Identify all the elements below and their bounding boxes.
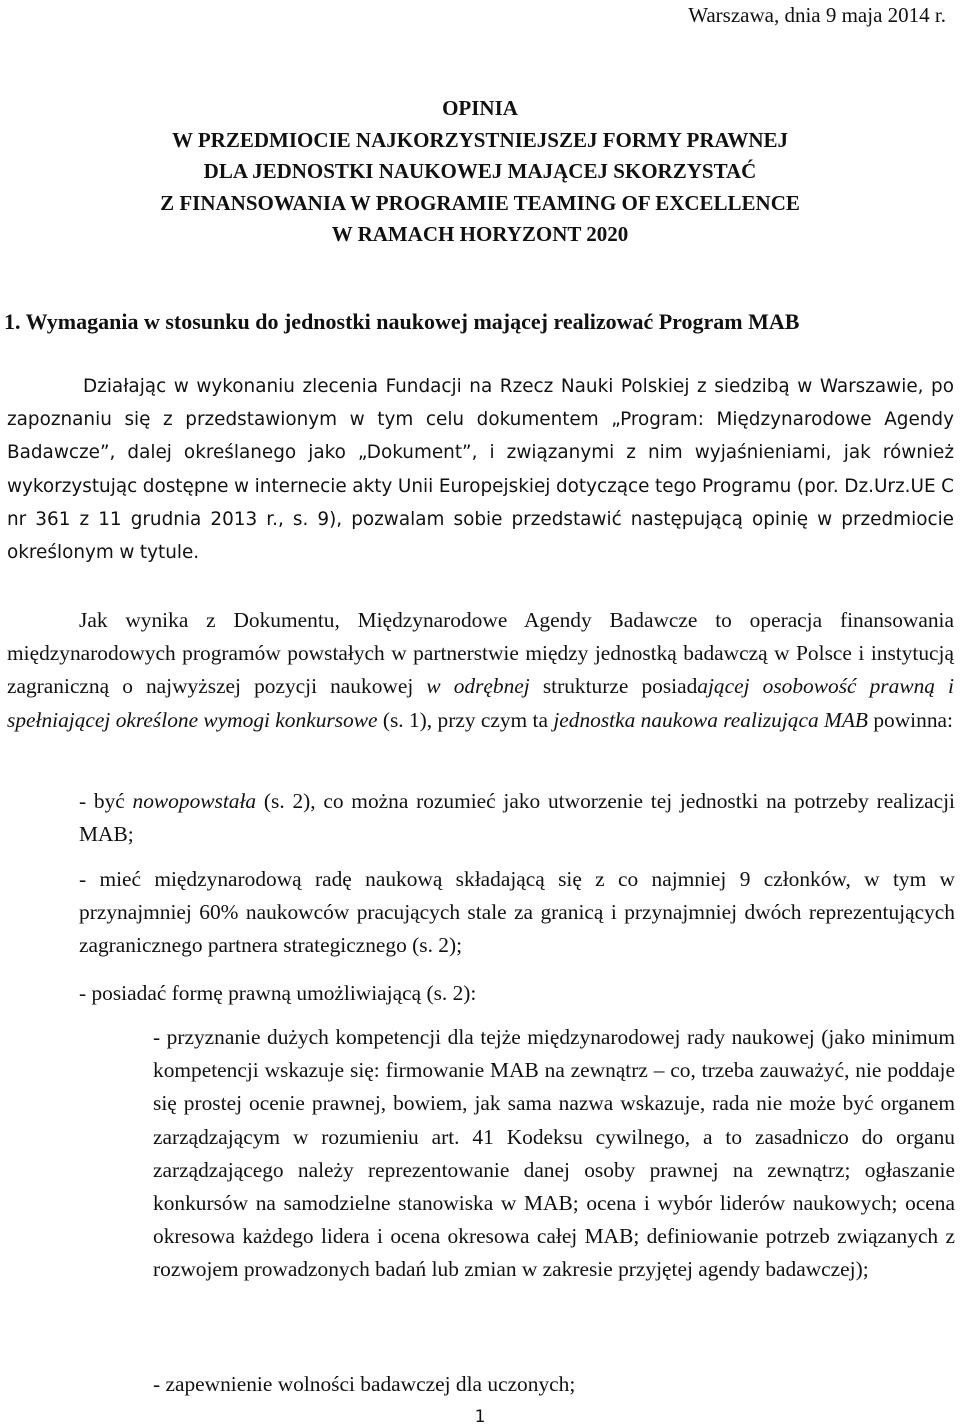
italic-run: w odrębnej bbox=[426, 674, 530, 699]
text-run: (s. 1), przy czym ta bbox=[377, 707, 554, 732]
title-line-5: W RAMACH HORYZONT 2020 bbox=[331, 222, 629, 246]
intro-paragraph: Działając w wykonaniu zlecenia Fundacji na Rzecz Nauki Polskiej z siedzibą w Warszawie, po zapoznaniu się z przedstawionym w tym celu dokumentem „Program: Międzynarodowe Agendy Badawcze”, dalej określanego jako „Dokument”, i związanymi z nim wyjaśnieniami, jak również wykorzystując dostępne w internecie akty Unii Europejskiej dotyczące tego Programu (por. Dz.Urz.UE C nr 361 z 11 grudnia 2013 r., s. 9), pozwalam sobie przedstawić następującą opinię w przedmiocie określonym w tytule. bbox=[7, 376, 954, 564]
list-item-scientific-council: - mieć międzynarodową radę naukową składającą się z co najmniej 9 członków, w tym w przynajmniej 60% naukowców pracujących stale za granicą i przynajmniej dwóch reprezentujących zagranicznego partnera strategicznego (s. 2); bbox=[79, 867, 955, 958]
sub-item-competences: - przyznanie dużych kompetencji dla tejże międzynarodowej rady naukowej (jako minimum kompetencji wskazuje się: firmowanie MAB na zewnątrz – co, trzeba zauważyć, nie poddaje się prostej ocenie prawnej, bowiem, jak sama nazwa wskazuje, rada nie może być organem zarządzającym w rozumieniu art. 41 Kodeksu cywilnego, a to zasadniczo do organu zarządzającego należy reprezentowanie danej osoby prawnej na zewnątrz; ogłaszanie konkursów na samodzielne stanowiska w MAB; ocena i wybór liderów naukowych; ocena okresowa każdego lidera i ocena okresowa całej MAB; definiowanie potrzeb związanych z rozwojem prowadzonych badań lub zmian w zakresie przyjętej agendy badawczej); bbox=[153, 1025, 955, 1282]
document-title bbox=[0, 93, 960, 251]
italic-run: jednostka naukowa realizująca MAB bbox=[553, 707, 868, 732]
italic-run: nowopowstała bbox=[132, 789, 257, 813]
document-date: Warszawa, dnia 9 maja 2014 r. bbox=[688, 3, 946, 27]
page-number: 1 bbox=[474, 1407, 486, 1427]
text-run: powinna: bbox=[868, 707, 953, 732]
title-line-1: OPINIA bbox=[442, 96, 518, 120]
italic-run: ającej osobowość prawną i spełniającej określone wymogi konkursowe bbox=[7, 674, 955, 732]
text-run: strukturze posiad bbox=[529, 674, 698, 699]
title-line-4: Z FINANSOWANIA W PROGRAMIE TEAMING OF EXCELLENCE bbox=[160, 190, 800, 215]
list-item-legal-form: - posiadać formę prawną umożliwiającą (s. 2): bbox=[79, 981, 477, 1005]
text-run: - być bbox=[79, 789, 133, 813]
text-run: Jak wynika z Dokumentu, Międzynarodowe Agendy Badawcze to operacja finansowania międzynarodowych programów powstałych w partnerstwie między jednostką badawczą w Polsce i instytucją zagraniczną o najwyższej pozycji naukowej bbox=[7, 608, 954, 699]
text-run: (s. 2), co można rozumieć jako utworzenie tej jednostki na potrzeby realizacji MAB; bbox=[79, 789, 955, 847]
title-line-3: DLA JEDNOSTKI NAUKOWEJ MAJĄCEJ SKORZYSTAĆ bbox=[203, 159, 757, 183]
sub-item-research-freedom: - zapewnienie wolności badawczej dla uczonych; bbox=[153, 1372, 576, 1396]
title-line-2: W PRZEDMIOCIE NAJKORZYSTNIEJSZEJ FORMY PRAWNEJ bbox=[171, 127, 789, 152]
list-item-new-unit bbox=[79, 785, 955, 851]
requirements-paragraph bbox=[7, 604, 954, 737]
section-heading: 1. Wymagania w stosunku do jednostki naukowej mającej realizować Program MAB bbox=[4, 309, 800, 334]
